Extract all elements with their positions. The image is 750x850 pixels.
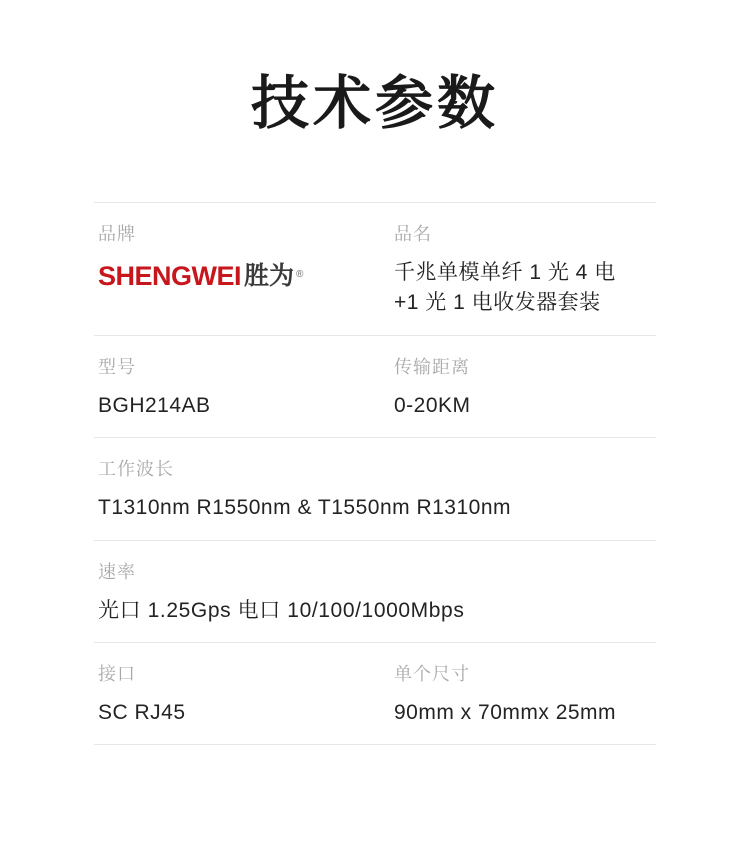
spec-label: 单个尺寸	[394, 663, 470, 684]
spec-cell-product-name	[394, 221, 656, 319]
brand-logo-english: SHENGWEI	[98, 260, 242, 291]
spec-cell-speed	[94, 559, 656, 626]
table-row	[94, 202, 656, 336]
spec-value: SC RJ45	[98, 700, 186, 724]
spec-label: 接口	[98, 663, 136, 684]
spec-value: T1310nm R1550nm & T1550nm R1310nm	[98, 496, 512, 520]
brand-logo-chinese: 胜为	[244, 261, 295, 290]
spec-label: 工作波长	[98, 459, 174, 480]
table-row	[94, 643, 656, 745]
spec-label: 传输距离	[394, 356, 470, 377]
spec-cell-distance	[394, 354, 656, 421]
table-row	[94, 438, 656, 540]
spec-value: 0-20KM	[394, 393, 471, 417]
registered-trademark-icon: ®	[296, 268, 304, 280]
spec-cell-brand	[94, 221, 394, 319]
spec-value: 光口 1.25Gps 电口 10/100/1000Mbps	[98, 598, 465, 622]
spec-value: 千兆单模单纤 1 光 4 电 +1 光 1 电收发器套装	[394, 260, 616, 315]
page-title: 技术参数	[250, 71, 499, 136]
spec-cell-dimensions	[394, 661, 656, 728]
spec-cell-interface	[94, 661, 394, 728]
spec-value: BGH214AB	[98, 393, 211, 417]
spec-label: 型号	[98, 356, 136, 377]
table-row	[94, 336, 656, 438]
spec-table	[94, 202, 656, 746]
spec-label: 品名	[394, 223, 432, 244]
table-row	[94, 541, 656, 643]
spec-value: 90mm x 70mmx 25mm	[394, 700, 617, 724]
spec-label: 速率	[98, 561, 136, 582]
brand-logo	[98, 258, 394, 292]
spec-cell-wavelength	[94, 456, 656, 523]
spec-cell-model	[94, 354, 394, 421]
spec-label: 品牌	[98, 223, 136, 244]
